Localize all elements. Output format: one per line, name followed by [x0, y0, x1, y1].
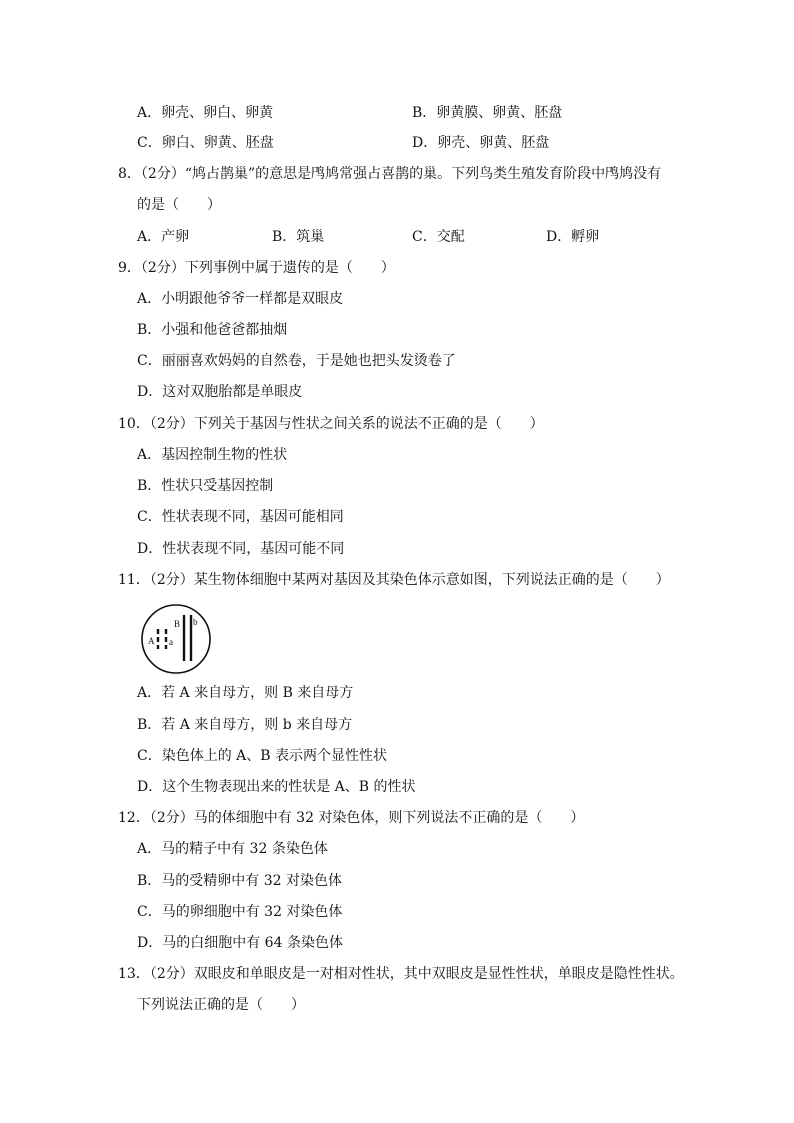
gene-label-a: a [169, 637, 173, 647]
q10-option-c: C．性状表现不同，基因可能相同 [137, 509, 344, 525]
gene-label-b: b [193, 617, 198, 627]
gene-label-A: A [148, 636, 155, 646]
q7-option-a: A．卵壳、卵白、卵黄 [137, 105, 274, 121]
q11-option-a: A．若 A 来自母方，则 B 来自母方 [137, 685, 354, 701]
q8-stem-line1: 8．（2分）“鸠占鹊巢”的意思是鸤鸠常强占喜鹊的巢。下列鸟类生殖发育阶段中鸤鸠没有 [118, 166, 662, 182]
q11-option-c: C．染色体上的 A、B 表示两个显性性状 [137, 748, 388, 764]
q10-option-b: B．性状只受基因控制 [137, 478, 274, 494]
gene-label-B: B [174, 619, 181, 629]
q9-option-a: A．小明跟他爷爷一样都是双眼皮 [137, 291, 344, 307]
q7-option-c: C．卵白、卵黄、胚盘 [137, 135, 274, 151]
q8-option-a: A．产卵 [137, 229, 190, 245]
q13-stem-line2: 下列说法正确的是（ ） [137, 997, 305, 1013]
q9-stem: 9．（2分）下列事例中属于遗传的是（ ） [118, 260, 395, 276]
q7-option-d: D．卵壳、卵黄、胚盘 [412, 135, 550, 151]
q9-option-b: B．小强和他爸爸都抽烟 [137, 322, 288, 338]
q10-option-a: A．基因控制生物的性状 [137, 447, 288, 463]
q7-option-b: B．卵黄膜、卵黄、胚盘 [412, 105, 563, 121]
q8-option-d: D．孵卵 [546, 229, 600, 245]
q9-option-c: C．丽丽喜欢妈妈的自然卷，于是她也把头发烫卷了 [137, 353, 456, 369]
q12-option-c: C．马的卵细胞中有 32 对染色体 [137, 904, 343, 920]
q8-option-c: C．交配 [412, 229, 465, 245]
q10-option-d: D．性状表现不同，基因可能不同 [137, 541, 345, 557]
q9-option-d: D．这对双胞胎都是单眼皮 [137, 384, 303, 400]
q8-stem-line2: 的是（ ） [137, 197, 221, 213]
q12-option-b: B．马的受精卵中有 32 对染色体 [137, 873, 343, 889]
chromosome-diagram [140, 603, 212, 675]
q11-option-d: D．这个生物表现出来的性状是 A、B 的性状 [137, 779, 416, 795]
q12-option-a: A．马的精子中有 32 条染色体 [137, 841, 328, 857]
q11-option-b: B．若 A 来自母方，则 b 来自母方 [137, 717, 353, 733]
q12-option-d: D．马的白细胞中有 64 条染色体 [137, 935, 343, 951]
q13-stem-line1: 13．（2分）双眼皮和单眼皮是一对相对性状，其中双眼皮是显性性状，单眼皮是隐性性状。 [118, 966, 684, 982]
q8-option-b: B．筑巢 [272, 229, 325, 245]
q10-stem: 10．（2分）下列关于基因与性状之间关系的说法不正确的是（ ） [118, 416, 544, 432]
q12-stem: 12．（2分）马的体细胞中有 32 对染色体，则下列说法不正确的是（ ） [118, 810, 585, 826]
q11-stem: 11．（2分）某生物体细胞中某两对基因及其染色体示意如图，下列说法正确的是（ ） [118, 572, 670, 588]
